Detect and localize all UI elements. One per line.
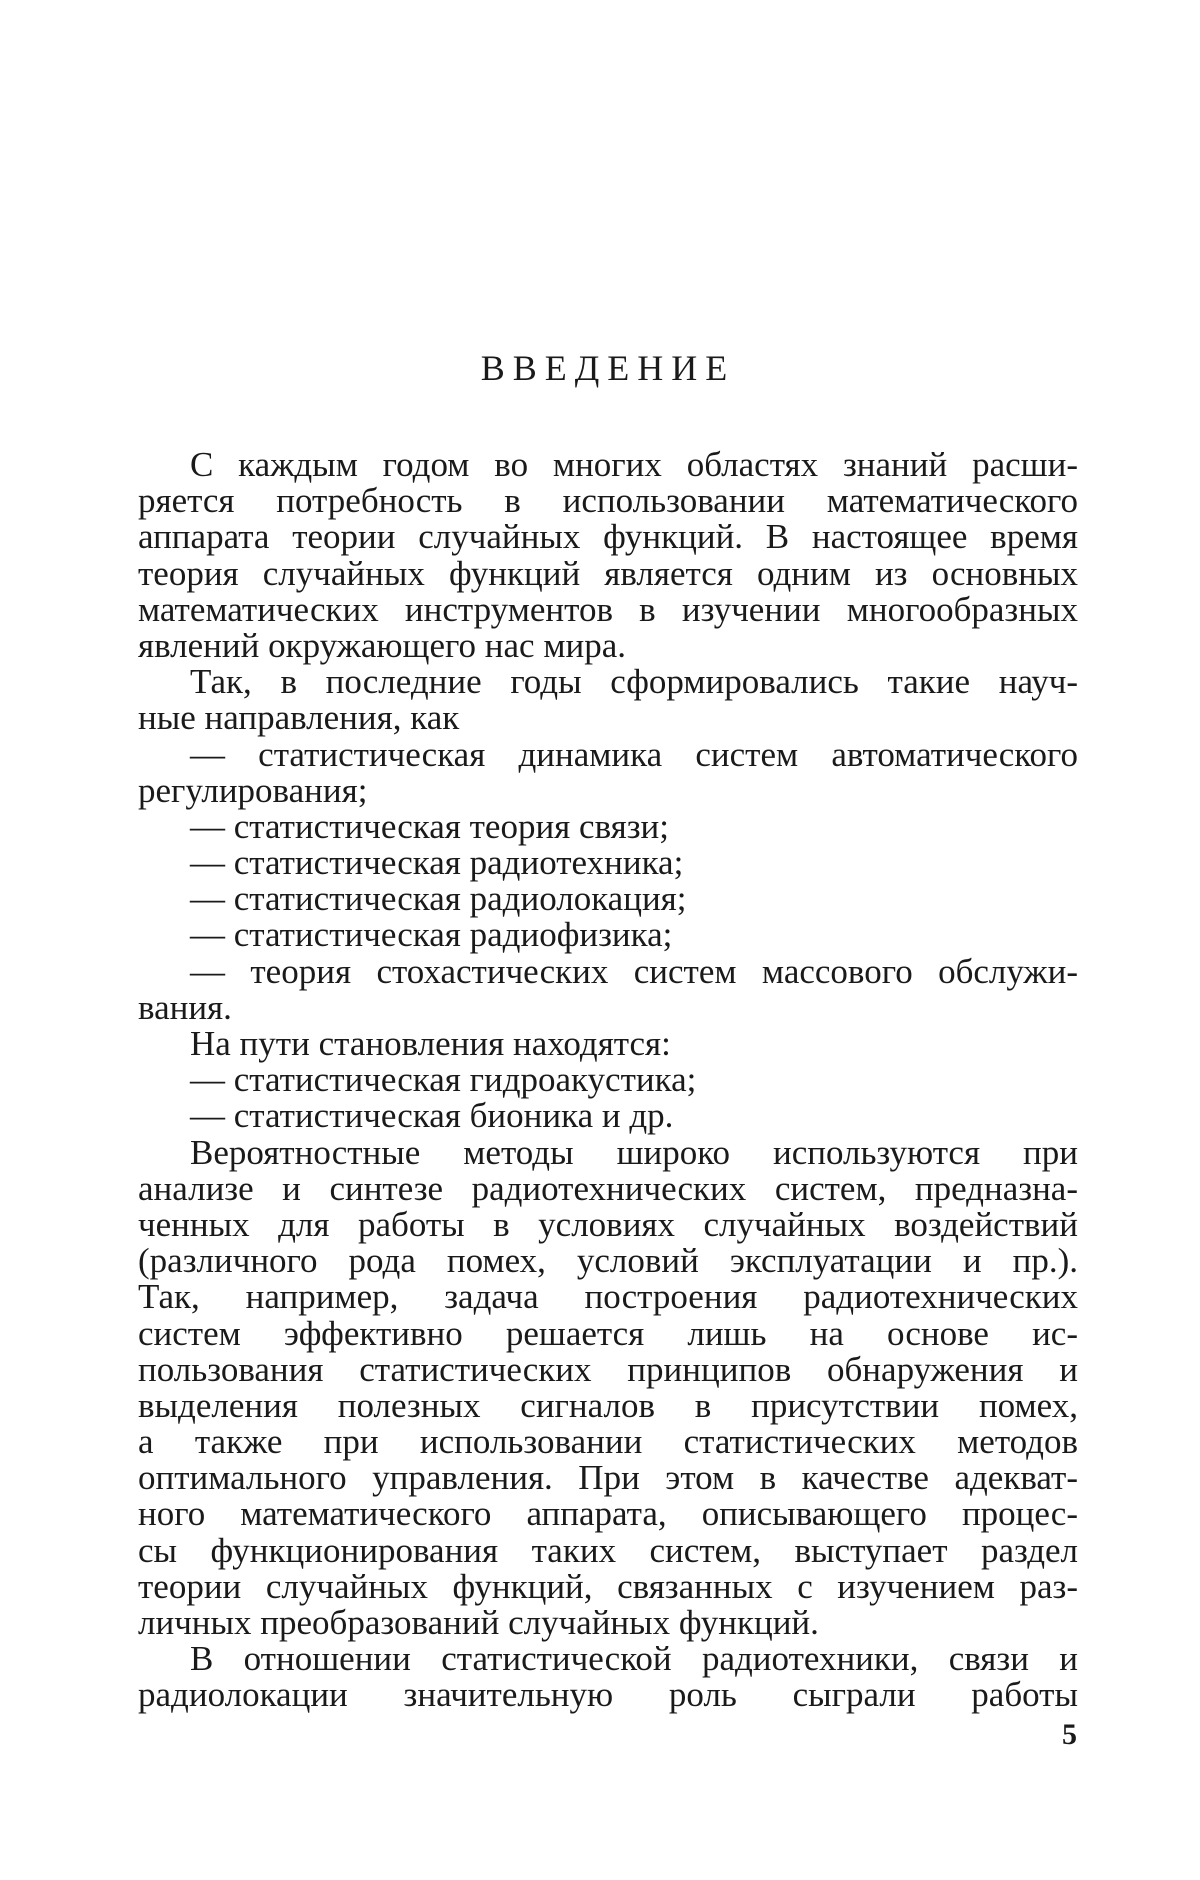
text-line: теория случайных функций является одним из основных (138, 553, 1078, 593)
text-line: С каждым годом во многих областях знаний расши- (190, 445, 1078, 484)
text-line: вания. (138, 987, 232, 1027)
text-line: — статистическая динамика систем автоматического (190, 734, 1078, 774)
text-line: аппарата теории случайных функций. В настоящее время (138, 517, 1078, 557)
text-line: Так, в последние годы сформировались такие науч- (190, 662, 1078, 702)
text-line: пользования статистических принципов обнаружения и (138, 1349, 1078, 1389)
page-number: 5 (1062, 1718, 1077, 1751)
text-line: систем эффективно решается лишь на основе ис- (138, 1313, 1078, 1353)
text-line: — статистическая гидроакустика; (190, 1060, 697, 1100)
text-line: а также при использовании статистических методов (138, 1422, 1078, 1462)
body-text (138, 447, 1078, 1714)
chapter-title: ВВЕДЕНИЕ (480, 348, 736, 388)
text-line: математических инструментов в изучении многообразных (138, 589, 1078, 629)
text-line: Вероятностные методы широко используются при (190, 1132, 1078, 1172)
text-line: — теория стохастических систем массового обслужи- (190, 951, 1078, 991)
text-line: На пути становления находятся: (190, 1024, 671, 1063)
text-line: Так, например, задача построения радиотехнических (138, 1277, 1078, 1317)
text-line: ряется потребность в использовании математического (138, 481, 1078, 521)
text-line: — статистическая теория связи; (190, 806, 670, 846)
text-line: регулирования; (138, 770, 368, 810)
text-line: — статистическая радиотехника; (190, 843, 684, 883)
text-line: выделения полезных сигналов в присутствии помех, (138, 1385, 1078, 1425)
text-line: личных преобразований случайных функций. (138, 1603, 819, 1642)
text-line: В отношении статистической радиотехники, связи и (190, 1639, 1078, 1679)
text-line: явлений окружающего нас мира. (138, 625, 626, 665)
text-line: оптимального управления. При этом в качестве адекват- (138, 1458, 1078, 1498)
text-line: ного математического аппарата, описывающего процес- (138, 1494, 1078, 1534)
text-line: радиолокации значительную роль сыграли работы (138, 1675, 1078, 1715)
text-line: ченных для работы в условиях случайных воздействий (138, 1204, 1078, 1244)
text-line: — статистическая бионика и др. (190, 1096, 674, 1136)
text-line: ные направления, как (138, 698, 460, 738)
text-line: — статистическая радиолокация; (190, 879, 687, 919)
text-line: теории случайных функций, связанных с изучением раз- (138, 1566, 1078, 1606)
text-line: сы функционирования таких систем, выступает раздел (138, 1530, 1078, 1570)
text-line: — статистическая радиофизика; (190, 915, 673, 955)
text-line: анализе и синтезе радиотехнических систем, предназна- (138, 1168, 1078, 1208)
text-line: (различного рода помех, условий эксплуатации и пр.). (138, 1241, 1078, 1281)
